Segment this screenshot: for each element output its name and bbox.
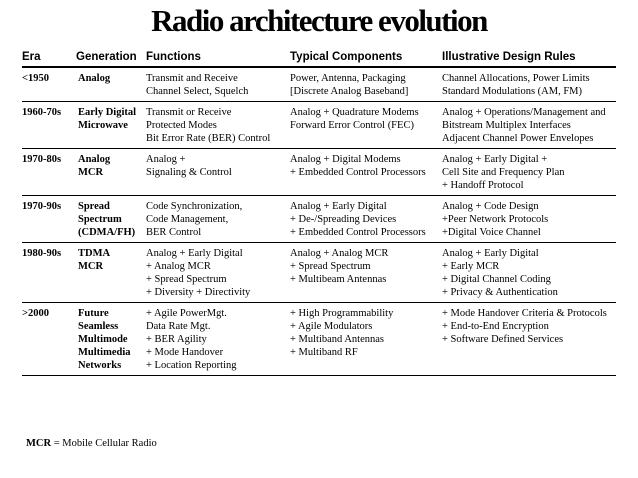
header-functions: Functions [146, 50, 290, 67]
cell-functions-line: + Agile PowerMgt. [146, 308, 227, 319]
header-era: Era [22, 50, 76, 67]
cell-design-rules-line: Analog + Operations/Management and [442, 107, 606, 118]
cell-generation-line: Spread [78, 201, 110, 212]
header-components: Typical Components [290, 50, 442, 67]
cell-components-line: Analog + Digital Modems [290, 154, 401, 165]
table-row [22, 303, 616, 376]
cell-functions-line: + Location Reporting [146, 360, 237, 371]
cell-generation [76, 149, 146, 196]
cell-functions [146, 67, 290, 102]
cell-components-line: + Embedded Control Processors [290, 167, 426, 178]
cell-functions-line: BER Control [146, 227, 202, 238]
cell-design-rules-line: Analog + Early Digital + [442, 154, 548, 165]
cell-components-line: Analog + Analog MCR [290, 248, 389, 259]
cell-era-line: 1980-90s [22, 248, 62, 259]
cell-era [22, 243, 76, 303]
cell-functions-line: Code Synchronization, [146, 201, 243, 212]
cell-components-line: + Spread Spectrum [290, 261, 371, 272]
cell-components [290, 243, 442, 303]
cell-functions-line: Channel Select, Squelch [146, 86, 249, 97]
architecture-table [22, 50, 616, 376]
cell-era [22, 303, 76, 376]
cell-design-rules-line: Bitstream Multiplex Interfaces [442, 120, 571, 131]
cell-era [22, 102, 76, 149]
cell-generation-line: Seamless [78, 321, 119, 332]
header-generation: Generation [76, 50, 146, 67]
cell-design-rules-line: + Mode Handover Criteria & Protocols [442, 308, 607, 319]
cell-generation-line: MCR [78, 261, 104, 272]
cell-functions [146, 243, 290, 303]
cell-components-line: [Discrete Analog Baseband] [290, 86, 409, 97]
cell-components-line: + Embedded Control Processors [290, 227, 426, 238]
table-row [22, 67, 616, 102]
cell-components-line: + Multiband RF [290, 347, 358, 358]
cell-functions [146, 102, 290, 149]
cell-era-line: 1970-80s [22, 154, 62, 165]
cell-components-line: Power, Antenna, Packaging [290, 73, 406, 84]
cell-generation-line: Analog [78, 73, 111, 84]
architecture-table-container [22, 50, 616, 376]
cell-generation-line: TDMA [78, 248, 111, 259]
cell-generation [76, 196, 146, 243]
cell-functions-line: Protected Modes [146, 120, 217, 131]
cell-design-rules-line: + Handoff Protocol [442, 180, 524, 191]
table-body [22, 67, 616, 376]
cell-generation-line: MCR [78, 167, 104, 178]
cell-design-rules-line: Standard Modulations (AM, FM) [442, 86, 582, 97]
cell-generation-line: Microwave [78, 120, 128, 131]
cell-design-rules-line: + Software Defined Services [442, 334, 564, 345]
cell-components-line: + Multibeam Antennas [290, 274, 387, 285]
cell-functions-line: Code Management, [146, 214, 229, 225]
cell-components [290, 102, 442, 149]
footnote [26, 437, 157, 450]
cell-design-rules-line: Channel Allocations, Power Limits [442, 73, 590, 84]
cell-design-rules-line: + Privacy & Authentication [442, 287, 558, 298]
cell-generation-line: Early Digital [78, 107, 137, 118]
cell-era [22, 196, 76, 243]
cell-generation-line: Future [78, 308, 109, 319]
cell-design-rules-line: Adjacent Channel Power Envelopes [442, 133, 594, 144]
cell-functions-line: Analog + Early Digital [146, 248, 243, 259]
cell-design-rules [442, 102, 616, 149]
cell-components-line: Analog + Early Digital [290, 201, 387, 212]
cell-era [22, 67, 76, 102]
cell-era-line: 1960-70s [22, 107, 62, 118]
cell-generation-line: Spectrum [78, 214, 122, 225]
cell-generation-line: Multimode [78, 334, 128, 345]
cell-components-line: + Multiband Antennas [290, 334, 384, 345]
cell-era-line: 1970-90s [22, 201, 62, 212]
cell-design-rules [442, 243, 616, 303]
table-header-row [22, 50, 616, 67]
cell-functions-line: Transmit and Receive [146, 73, 238, 84]
cell-era-line: <1950 [22, 73, 49, 84]
cell-generation-line: Multimedia [78, 347, 131, 358]
cell-functions-line: + Mode Handover [146, 347, 224, 358]
cell-components [290, 303, 442, 376]
page-title: Radio architecture evolution [151, 3, 487, 38]
cell-era-line: >2000 [22, 308, 49, 319]
header-design-rules: Illustrative Design Rules [442, 50, 616, 67]
cell-functions-line: Signaling & Control [146, 167, 232, 178]
table-row [22, 196, 616, 243]
cell-generation [76, 67, 146, 102]
cell-generation-line: (CDMA/FH) [78, 227, 136, 238]
cell-functions-line: + BER Agility [146, 334, 207, 345]
footnote-abbr: MCR [26, 438, 52, 449]
cell-design-rules-line: + End-to-End Encryption [442, 321, 549, 332]
cell-components-line: Forward Error Control (FEC) [290, 120, 414, 131]
cell-components [290, 67, 442, 102]
cell-generation [76, 303, 146, 376]
cell-functions-line: Transmit or Receive [146, 107, 232, 118]
cell-components [290, 149, 442, 196]
cell-functions [146, 196, 290, 243]
cell-design-rules [442, 149, 616, 196]
cell-components-line: Analog + Quadrature Modems [290, 107, 419, 118]
cell-era [22, 149, 76, 196]
cell-design-rules-line: Analog + Early Digital [442, 248, 539, 259]
cell-design-rules-line: + Early MCR [442, 261, 500, 272]
cell-components-line: + Agile Modulators [290, 321, 373, 332]
cell-design-rules [442, 67, 616, 102]
cell-components-line: + De-/Spreading Devices [290, 214, 397, 225]
cell-functions [146, 303, 290, 376]
cell-functions [146, 149, 290, 196]
cell-design-rules-line: + Digital Channel Coding [442, 274, 551, 285]
cell-functions-line: Bit Error Rate (BER) Control [146, 133, 271, 144]
cell-generation [76, 102, 146, 149]
cell-generation [76, 243, 146, 303]
cell-design-rules-line: +Peer Network Protocols [442, 214, 549, 225]
cell-generation-line: Networks [78, 360, 122, 371]
cell-components [290, 196, 442, 243]
cell-generation-line: Analog [78, 154, 111, 165]
footnote-text: = Mobile Cellular Radio [51, 438, 157, 449]
cell-design-rules [442, 196, 616, 243]
cell-components-line: + High Programmability [290, 308, 394, 319]
cell-design-rules-line: Analog + Code Design [442, 201, 539, 212]
cell-functions-line: Analog + [146, 154, 186, 165]
table-row [22, 149, 616, 196]
cell-functions-line: Data Rate Mgt. [146, 321, 211, 332]
cell-design-rules-line: +Digital Voice Channel [442, 227, 541, 238]
cell-design-rules-line: Cell Site and Frequency Plan [442, 167, 565, 178]
cell-functions-line: + Diversity + Directivity [146, 287, 251, 298]
table-row [22, 102, 616, 149]
cell-design-rules [442, 303, 616, 376]
table-row [22, 243, 616, 303]
cell-functions-line: + Analog MCR [146, 261, 211, 272]
cell-functions-line: + Spread Spectrum [146, 274, 227, 285]
